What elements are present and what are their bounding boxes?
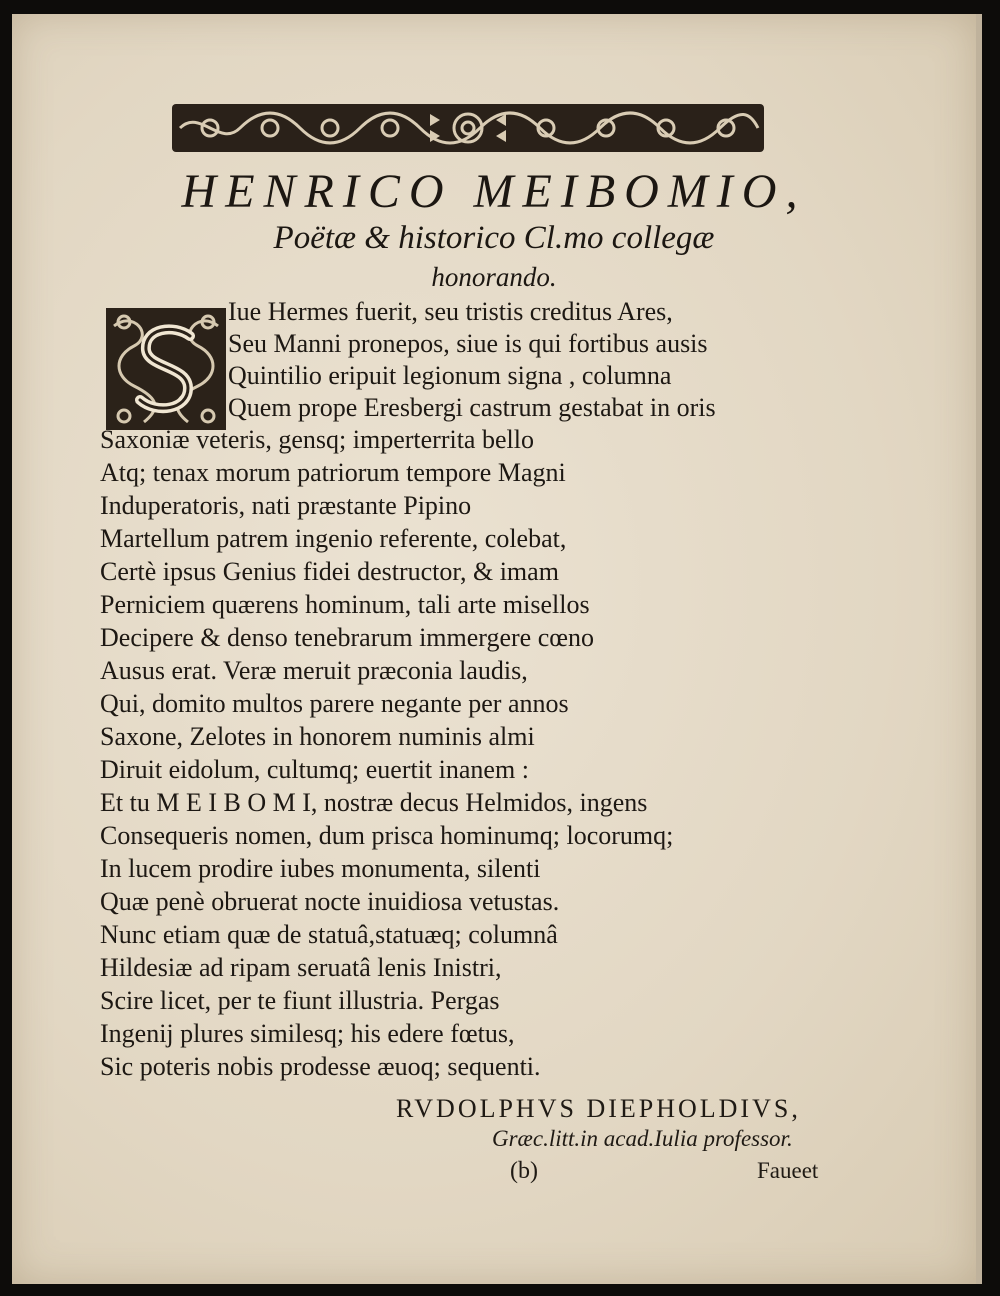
poem-line: Saxone, Zelotes in honorem numinis almi xyxy=(100,722,535,751)
page-title: HENRICO MEIBOMIO, xyxy=(181,165,807,218)
poem-line: Certè ipsus Genius fidei destructor, & imam xyxy=(100,557,559,586)
poem-line: Ausus erat. Veræ meruit præconia laudis, xyxy=(100,656,528,685)
poem-line: Quem prope Eresbergi castrum gestabat in oris xyxy=(228,393,716,422)
ornamental-headpiece xyxy=(170,100,766,156)
poem-line: Ingenij plures similesq; his edere fœtus, xyxy=(100,1019,515,1048)
poem-line: Scire licet, per te fiunt illustria. Pergas xyxy=(100,986,500,1015)
page-edge xyxy=(976,14,982,1284)
poem-line: Sic poteris nobis prodesse æuoq; sequenti. xyxy=(100,1052,541,1081)
poem-line: Consequeris nomen, dum prisca hominumq; locorumq; xyxy=(100,821,674,850)
poem-line: Atq; tenax morum patriorum tempore Magni xyxy=(100,458,566,487)
dedication-subtitle: Poëtæ & historico Cl.mo collegæ xyxy=(273,220,715,256)
poem-line: Quintilio eripuit legionum signa , columna xyxy=(228,361,672,390)
decorated-initial-s xyxy=(104,306,228,432)
dedication-subtitle-continued: honorando. xyxy=(431,262,557,292)
catchword: Faueet xyxy=(757,1158,819,1183)
book-page xyxy=(12,14,976,1284)
author-title: Græc.litt.in acad.Iulia professor. xyxy=(492,1126,793,1151)
poem-line: Qui, domito multos parere negante per annos xyxy=(100,689,569,718)
poem-line: Quæ penè obruerat nocte inuidiosa vetustas. xyxy=(100,887,560,916)
poem-line: Iue Hermes fuerit, seu tristis creditus Ares, xyxy=(228,297,673,326)
poem-line: Saxoniæ veteris, gensq; imperterrita bello xyxy=(100,425,534,454)
author-name: RVDOLPHVS DIEPHOLDIVS, xyxy=(396,1094,801,1123)
poem-line: Perniciem quærens hominum, tali arte misellos xyxy=(100,590,590,619)
poem-line: In lucem prodire iubes monumenta, silenti xyxy=(100,854,541,883)
poem-line: Martellum patrem ingenio referente, colebat, xyxy=(100,524,567,553)
poem-line: Nunc etiam quæ de statuâ,statuæq; columnâ xyxy=(100,920,558,949)
poem-line: Seu Manni pronepos, siue is qui fortibus ausis xyxy=(228,329,708,358)
poem-line: Diruit eidolum, cultumq; euertit inanem : xyxy=(100,755,529,784)
signature-mark: (b) xyxy=(510,1158,538,1184)
poem-line: Et tu M E I B O M I, nostræ decus Helmidos, ingens xyxy=(100,788,648,817)
poem-line: Hildesiæ ad ripam seruatâ lenis Inistri, xyxy=(100,953,502,982)
poem-line: Induperatoris, nati præstante Pipino xyxy=(100,491,472,520)
poem-line: Decipere & denso tenebrarum immergere cœno xyxy=(100,623,595,652)
